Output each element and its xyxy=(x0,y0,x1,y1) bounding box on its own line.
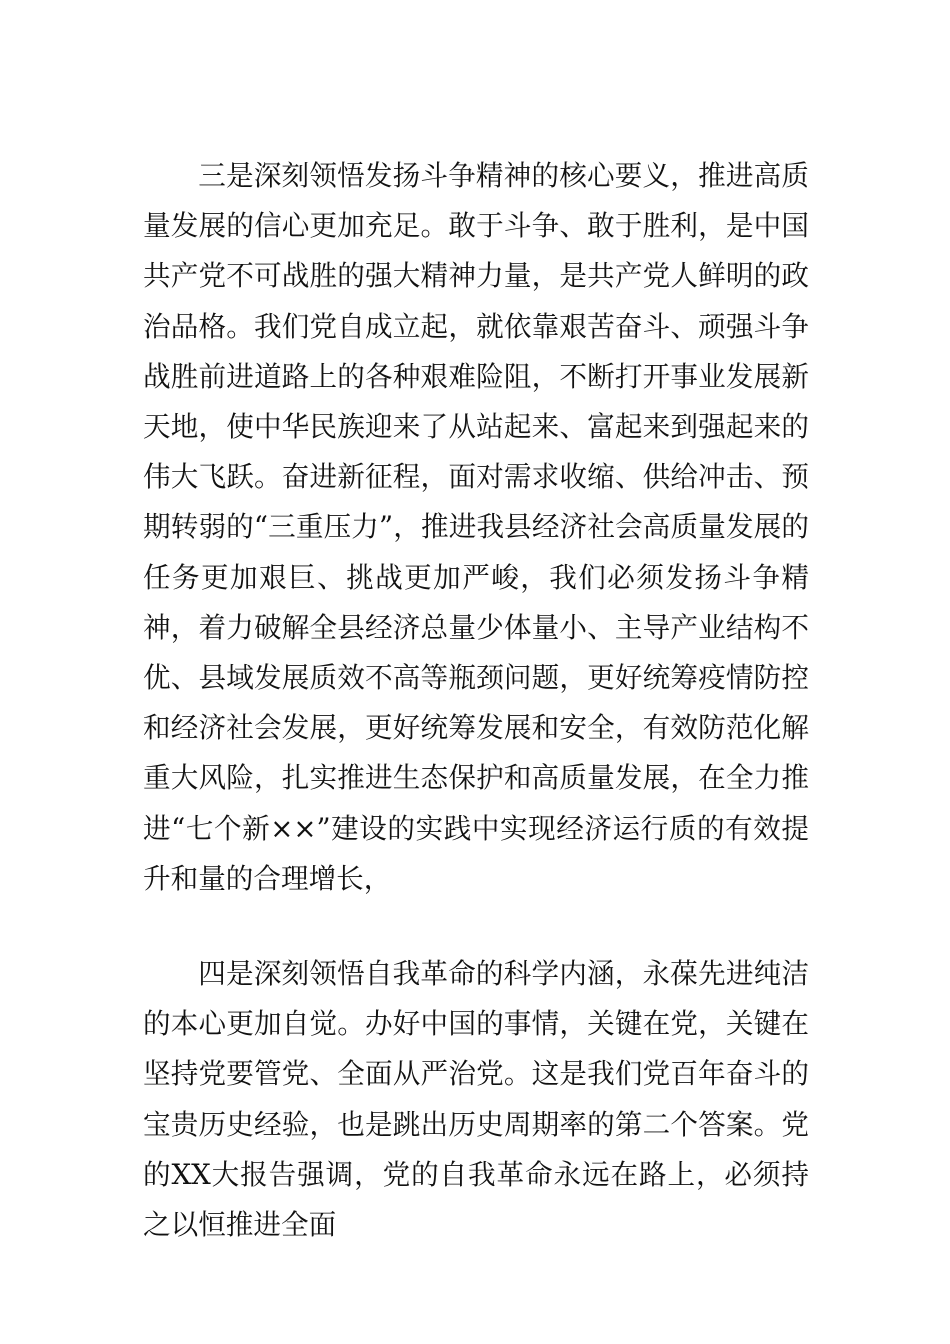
paragraph-struggle-spirit: 三是深刻领悟发扬斗争精神的核心要义，推进高质量发展的信心更加充足。敢于斗争、敢于胜利，是中国共产党不可战胜的强大精神力量，是共产党人鲜明的政治品格。我们党自成立起，就依靠艰苦奋斗、顽强斗争战胜前进道路上的各种艰难险阻，不断打开事业发展新天地，使中华民族迎来了从站起来、富起来到强起来的伟大飞跃。奋进新征程，面对需求收缩、供给冲击、预期转弱的“三重压力”，推进我县经济社会高质量发展的任务更加艰巨、挑战更加严峻，我们必须发扬斗争精神，着力破解全县经济总量少体量小、主导产业结构不优、县域发展质效不高等瓶颈问题，更好统筹疫情防控和经济社会发展，更好统筹发展和安全，有效防范化解重大风险，扎实推进生态保护和高质量发展，在全力推进“七个新××”建设的实践中实现经济运行质的有效提升和量的合理增长， xyxy=(143,159,809,895)
paragraph-self-revolution: 四是深刻领悟自我革命的科学内涵，永葆先进纯洁的本心更加自觉。办好中国的事情，关键在党，关键在坚持党要管党、全面从严治党。这是我们党百年奋斗的宝贵历史经验，也是跳出历史周期率的第二个答案。党的XX大报告强调，党的自我革命永远在路上，必须持之以恒推进全面 xyxy=(143,957,809,1242)
